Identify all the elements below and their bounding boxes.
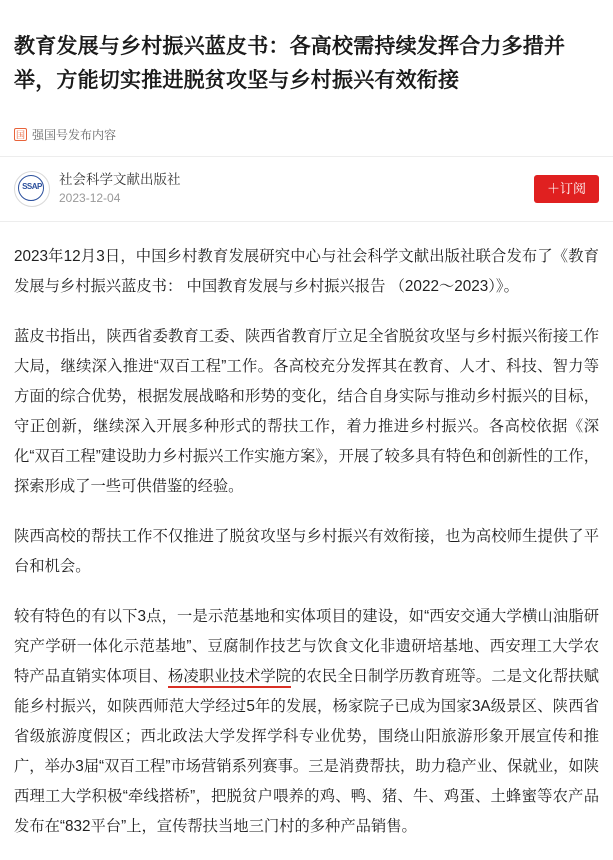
avatar[interactable] (14, 171, 50, 207)
highlighted-entity[interactable]: 杨凌职业技术学院 (168, 668, 291, 688)
subscribe-button[interactable]: ＋订阅 (534, 175, 599, 203)
paragraph-text-after: 的农民全日制学历教育班等。二是文化帮扶赋能乡村振兴，如陕西师范大学经过5年的发展，杨家院子已成为国家3A级景区、陕西省省级旅游度假区；西北政法大学发挥学科专业优势，围绕山阳旅游形象开展宣传和推广，举办3届“双百工程”市场营销系列赛事。三是消费帮扶，助力稳产业、保就业，如陕西理工大学积极“牵线搭桥”，把脱贫户喂养的鸡、鸭、猪、牛、鸡蛋、土蜂蜜等农产品发布在“832平台”上，宣传帮扶当地三门村的多种产品销售。 (14, 668, 599, 836)
publish-date: 2023-12-04 (59, 191, 121, 206)
paragraph-text-before: 较有特色的有以下3点，一是示范基地和实体项目的建设，如“西安交通大学横山油脂研究产学研一体化示范基地”、豆腐制作技艺与饮食文化非遗研培基地、西安理工大学农特产品直销实体项目、 (14, 608, 599, 686)
bottom-spacer (14, 842, 599, 860)
publisher-row (0, 157, 613, 207)
article-body (0, 242, 613, 860)
paragraph: 蓝皮书指出，陕西省委教育工委、陕西省教育厅立足全省脱贫攻坚与乡村振兴衔接工作大局，继续深入推进“双百工程”工作。各高校充分发挥其在教育、人才、科技、智力等方面的综合优势，根据发展战略和形势的变化，结合自身实际与推动乡村振兴的目标，守正创新，继续深入开展多种形式的帮扶工作，着力推进乡村振兴。各高校依据《深化“双百工程”建设助力乡村振兴工作实施方案》，开展了较多具有特色和创新性的工作，探索形成了一些可供借鉴的经验。 (14, 328, 599, 496)
divider-below-publisher (0, 221, 613, 222)
paragraph: 2023年12月3日，中国乡村教育发展研究中心与社会科学文献出版社联合发布了《教育发展与乡村振兴蓝皮书： 中国教育发展与乡村振兴报告 （2022～2023）》。 (14, 248, 599, 296)
avatar-label: SSAP (22, 182, 42, 192)
publisher-meta (59, 171, 534, 207)
paragraph-with-highlight (14, 602, 599, 842)
page-title: 教育发展与乡村振兴蓝皮书：各高校需持续发挥合力多措并举，方能切实推进脱贫攻坚与乡村振兴有效衔接 (14, 35, 566, 93)
source-tag-row (0, 112, 613, 143)
paragraph: 陕西高校的帮扶工作不仅推进了脱贫攻坚与乡村振兴有效衔接，也为高校师生提供了平台和机会。 (14, 528, 599, 576)
publisher-name[interactable]: 社会科学文献出版社 (59, 172, 181, 188)
source-tag-label: 强国号发布内容 (32, 128, 117, 143)
article-page (0, 14, 613, 860)
status-badge (14, 126, 116, 143)
guoqiang-icon: 国 (15, 130, 25, 141)
